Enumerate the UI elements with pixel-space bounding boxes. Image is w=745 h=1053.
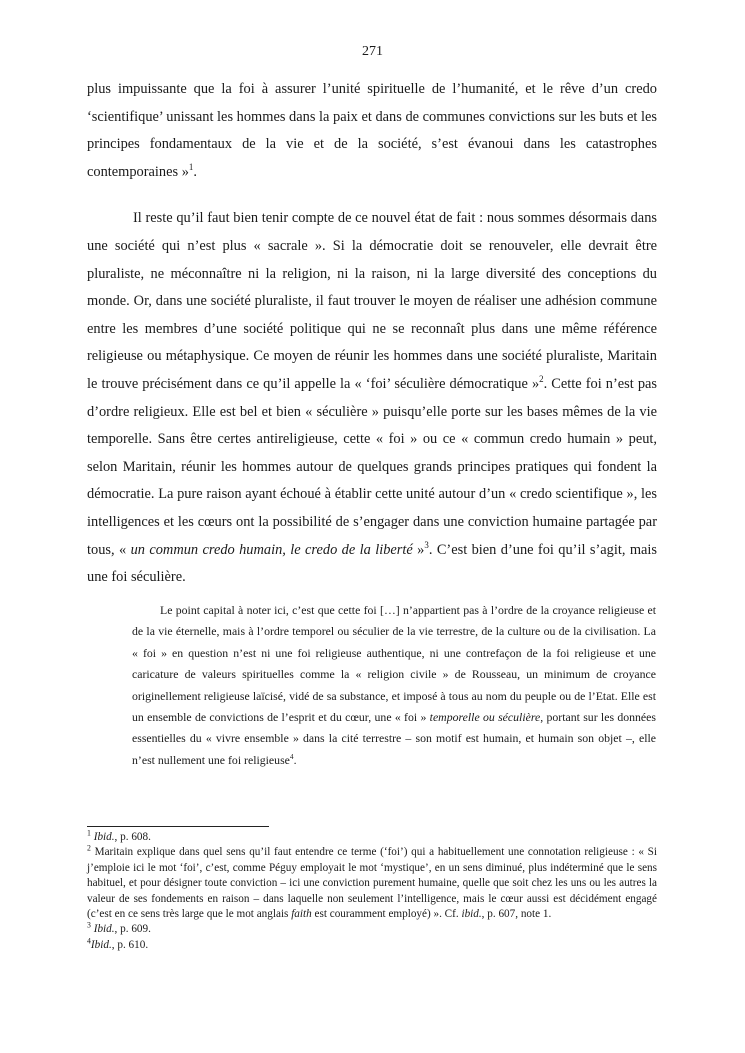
footnote-italic-b: ibid.: [461, 908, 482, 921]
footnote-number: 3: [87, 920, 91, 930]
footnotes: [87, 830, 657, 953]
paragraph-1-text: plus impuissante que la foi à assurer l’unité spirituelle de l’humanité, et le rêve d’un credo ‘scientifique’ unissant les hommes dans la paix et dans de communes convictions sur les buts et les principes fondamentaux de la vie et de la société, s’est évanoui dans les catastrophes contemporaines »: [87, 81, 657, 180]
paragraph-1-end: .: [193, 163, 197, 180]
footnote-ref-3: 3: [424, 539, 429, 550]
footnote-1: [87, 830, 657, 845]
quote-end: .: [293, 752, 297, 767]
footnote-italic: Ibid.: [93, 831, 115, 843]
footnote-4: [87, 938, 657, 953]
footnote-ref-2: 2: [539, 374, 544, 385]
footnote-text: , p. 608.: [114, 831, 151, 843]
paragraph-2-text-c: »: [412, 541, 425, 558]
paragraph-2-text-a: Il reste qu’il faut bien tenir compte de ce nouvel état de fait : nous sommes désormais dans une société qui n’est plus « sacrale ». Si la démocratie doit se renouveler, elle devrait être pluraliste, ne méconnaître ni la religion, ni la raison, ni la large diversité des conceptions du monde. Or, dans une société pluraliste, il faut trouver le moyen de réaliser une adhésion commune entre les membres d’une société politique qui ne se reconnaît plus dans une même référence religieuse ou métaphysique. Ce moyen de réunir les hommes dans une société pluraliste, Maritain le trouve précisément dans ce qu’il appelle la « ‘foi’ séculière démocratique »: [87, 210, 657, 392]
paragraph-2-text-d: . C’est bien d’une foi qu’il s’agit, mais une foi séculière.: [87, 541, 657, 586]
footnote-italic-a: faith: [291, 908, 312, 921]
page-number: 271: [362, 44, 383, 59]
paragraph-1: [87, 76, 657, 186]
footnote-text-a: Maritain explique dans quel sens qu’il faut entendre ce terme (‘foi’) qui a habituellement une connotation religieuse : « Si j’emploie ici le mot ‘foi’, c’est, comme Péguy employait le mot ‘mystique’, en un sens diminué, plus indéterminé que le sens habituel, et pour désigner toute conviction – ici une conviction purement humaine, quelle que soit chez les uns ou les autres la valeur de ses fondements en raison – dans laquelle non seulement l’intelligence, mais le cœur aussi est décidément engagé (c’est en ce sens très large que le mot anglais: [87, 846, 657, 921]
main-text: [87, 76, 657, 592]
footnote-2: [87, 845, 657, 922]
paragraph-2-italic: un commun credo humain, le credo de la liberté: [130, 541, 413, 558]
footnote-italic: Ibid.: [93, 923, 115, 936]
footnote-text: , p. 610.: [111, 938, 149, 951]
paragraph-2-text-b: . Cette foi n’est pas d’ordre religieux. Elle est bel et bien « séculière » puisqu’elle porte sur les bases mêmes de la vie temporelle. Sans être certes antireligieuse, cette « foi » ou ce « commun credo humain » peut, selon Maritain, réunir les hommes autour de quelques grands principes pratiques qui fondent la démocratie. La pure raison ayant échoué à établir cette unité autour d’un « credo scientifique », les intelligences et les cœurs ont la possibilité de s’engager dans une conviction humaine partagée par tous, «: [87, 375, 658, 558]
quote-text-b: , portant sur les données essentielles du « vivre ensemble » dans la cité terrestre – son motif est humain, et humain son objet –, elle n’est nullement une foi religieuse: [132, 710, 656, 767]
paragraph-2: [87, 205, 657, 591]
footnote-text: , p. 609.: [114, 923, 151, 936]
footnote-ref-1: 1: [188, 161, 194, 172]
footnote-3: [87, 922, 657, 937]
footnote-number: 4: [87, 936, 91, 946]
footnote-number: 2: [87, 843, 91, 853]
footnote-text-c: , p. 607, note 1.: [481, 908, 552, 921]
block-quote-paragraph: [132, 600, 656, 771]
footnote-ref-4: 4: [289, 751, 294, 761]
block-quote: [132, 600, 656, 771]
quote-text-a: Le point capital à noter ici, c’est que cette foi […] n’appartient pas à l’ordre de la croyance religieuse et de la vie éternelle, mais à l’ordre temporel ou séculier de la vie terrestre, de la culture ou de la civilisation. La « foi » en question n’est ni une foi religieuse authentique, ni une contrefaçon de la foi religieuse et une caricature de valeurs spirituelles comme la « religion civile » de Rousseau, un minimum de croyance originellement religieuse laïcisé, vidé de sa substance, et imposé à tous au nom du peuple ou de l’Etat. Elle est un ensemble de convictions de l’esprit et du cœur, une « foi »: [132, 603, 656, 725]
quote-italic: temporelle ou séculière: [429, 710, 541, 725]
footnote-italic: Ibid.: [90, 938, 112, 951]
footnote-text-b: est couramment employé) ». Cf.: [311, 908, 462, 921]
footnote-separator: [87, 826, 269, 827]
footnote-number: 1: [87, 828, 91, 838]
